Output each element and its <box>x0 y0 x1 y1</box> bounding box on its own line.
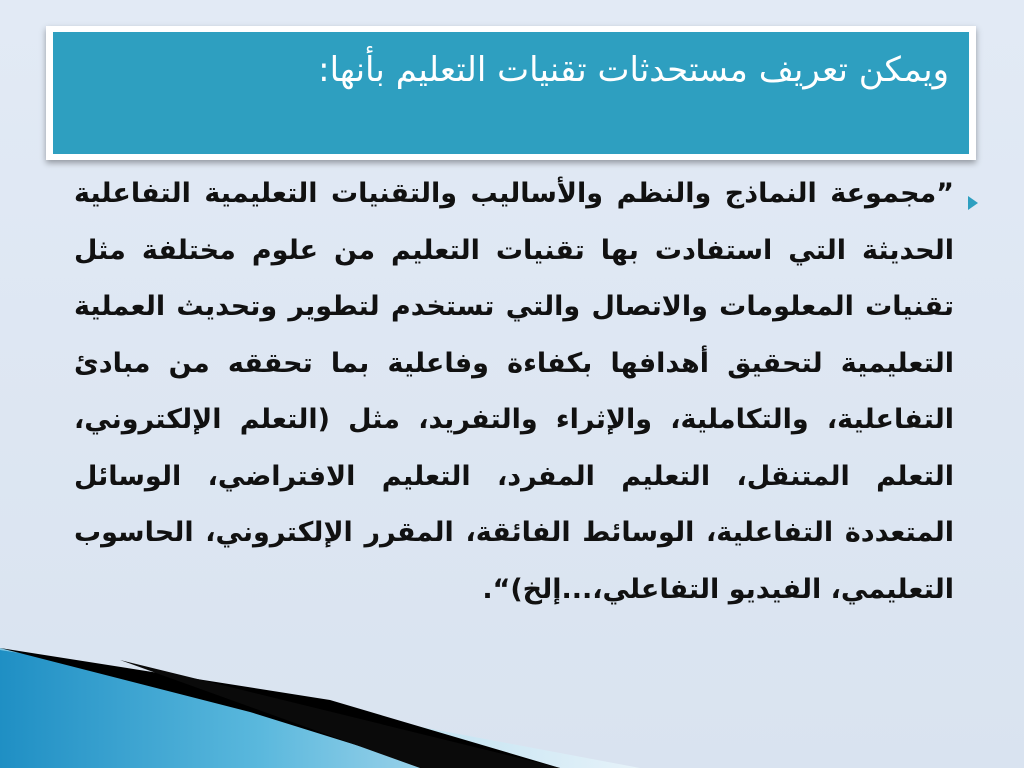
swoosh-blue-band <box>0 650 520 768</box>
slide-body-text: ”مجموعة النماذج والنظم والأساليب والتقنيات التعليمية التفاعلية الحديثة التي استفادت بها تقنيات التعليم من علوم مختلفة مثل تقنيات المعلومات والاتصال والتي تستخدم لتطوير وتحديث العملية التعليمية لتحقيق أهدافها بكفاءة وفاعلية بما تحققه من مبادئ التفاعلية، والتكاملية، والإثراء والتفريد، مثل (التعلم الإلكتروني، التعلم المتنقل، التعليم المفرد، التعليم الافتراضي، الوسائل المتعددة التفاعلية، الوسائط الفائقة، المقرر الإلكتروني، الحاسوب التعليمي، الفيديو التفاعلي،...إلخ)“. <box>74 178 954 605</box>
swoosh-light-band <box>0 648 640 768</box>
swoosh-dark-stripe <box>0 648 560 768</box>
title-frame <box>46 26 976 160</box>
slide-title: ويمكن تعريف مستحدثات تقنيات التعليم بأنها: <box>318 50 949 90</box>
bullet-arrow-icon <box>968 196 978 210</box>
swoosh-dark-wedge <box>120 660 560 768</box>
title-banner <box>53 32 969 154</box>
